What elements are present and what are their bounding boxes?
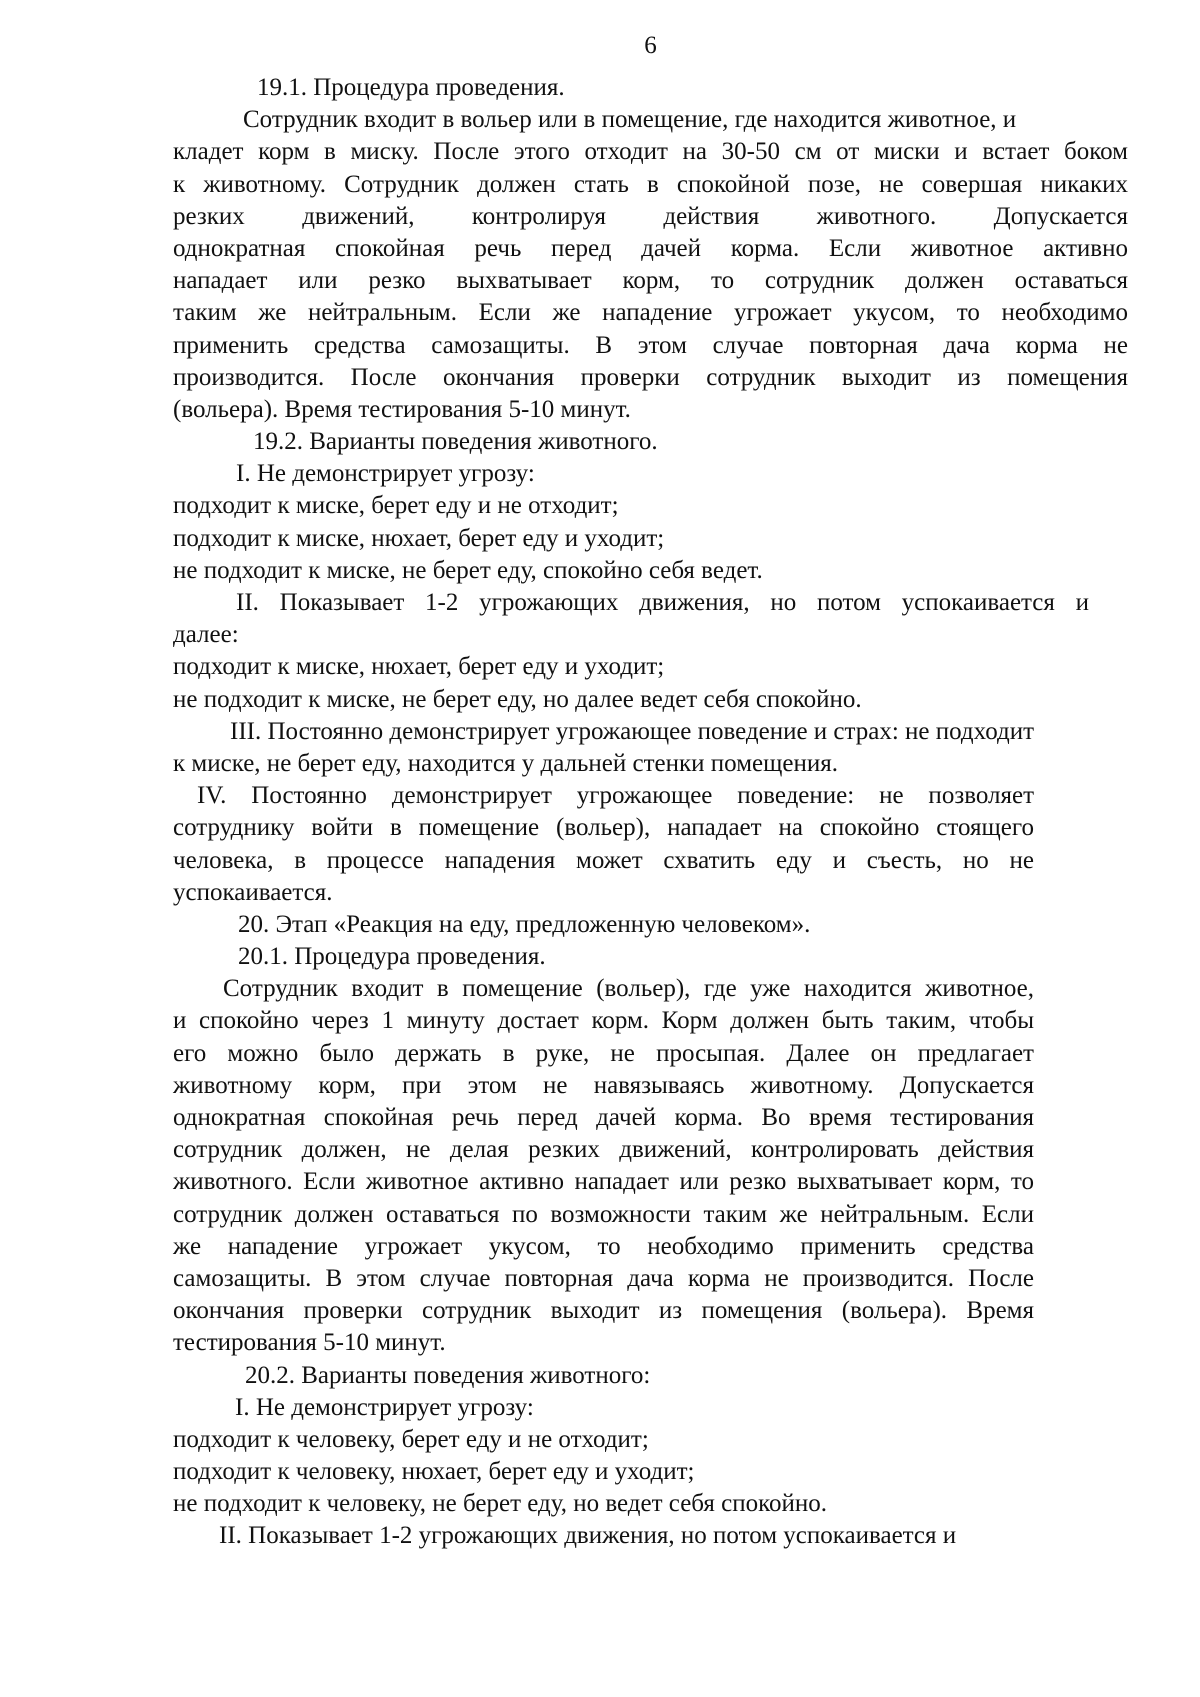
paragraph-line: кладет корм в миску. После этого отходит на 30-50 см от миски и встает боком [173, 138, 1128, 166]
paragraph-line: производится. После окончания проверки сотрудник выходит из помещения [173, 363, 1128, 391]
list-item: подходит к миске, берет еду и не отходит; [173, 492, 619, 520]
list-item: подходит к человеку, берет еду и не отходит; [173, 1425, 649, 1453]
paragraph-line: Сотрудник входит в помещение (вольер), где уже находится животное, [223, 975, 1034, 1003]
list-item: не подходит к человеку, не берет еду, но ведет себя спокойно. [173, 1490, 828, 1518]
paragraph-line: окончания проверки сотрудник выходит из помещения (вольера). Время [173, 1297, 1034, 1325]
paragraph-line: успокаивается. [173, 878, 333, 906]
list-item: не подходит к миске, не берет еду, но далее ведет себя спокойно. [173, 685, 862, 713]
list-item: подходит к человеку, нюхает, берет еду и уходит; [173, 1458, 695, 1486]
paragraph-line: (вольера). Время тестирования 5-10 минут. [173, 395, 631, 423]
paragraph-line: применить средства самозащиты. В этом случае повторная дача корма не [173, 331, 1128, 359]
list-heading: II. Показывает 1-2 угрожающих движения, но потом успокаивается и [236, 589, 1089, 616]
list-item: подходит к миске, нюхает, берет еду и уходит; [173, 653, 665, 681]
paragraph-line: таким же нейтральным. Если же нападение угрожает укусом, то необходимо [173, 299, 1128, 327]
paragraph-line: сотрудник должен оставаться по возможности таким же нейтральным. Если [173, 1200, 1034, 1228]
paragraph-line: сотруднику войти в помещение (вольер), нападает на спокойно стоящего [173, 814, 1034, 842]
paragraph-line: самозащиты. В этом случае повторная дача корма не производится. После [173, 1264, 1034, 1292]
list-heading: далее: [173, 621, 239, 649]
list-heading: I. Не демонстрирует угрозу: [235, 1393, 534, 1421]
list-heading: III. Постоянно демонстрирует угрожающее поведение и страх: не подходит [230, 717, 1035, 745]
section-heading: 20.1. Процедура проведения. [238, 943, 546, 971]
paragraph-line: Сотрудник входит в вольер или в помещение, где находится животное, и [243, 106, 1017, 134]
section-heading: 20. Этап «Реакция на еду, предложенную человеком». [238, 910, 811, 938]
paragraph-line: животного. Если животное активно нападает или резко выхватывает корм, то [173, 1168, 1034, 1196]
paragraph-line: к животному. Сотрудник должен стать в спокойной позе, не совершая никаких [173, 170, 1128, 198]
section-heading: 19.2. Варианты поведения животного. [253, 428, 658, 456]
paragraph-line: сотрудник должен, не делая резких движений, контролировать действия [173, 1136, 1034, 1164]
section-heading: 19.1. Процедура проведения. [257, 74, 565, 101]
section-heading: 20.2. Варианты поведения животного: [245, 1361, 651, 1389]
paragraph-line: однократная спокойная речь перед дачей корма. Во время тестирования [173, 1104, 1034, 1131]
list-heading: I. Не демонстрирует угрозу: [236, 460, 535, 488]
paragraph-line: однократная спокойная речь перед дачей корма. Если животное активно [173, 234, 1128, 262]
list-item: к миске, не берет еду, находится у дальней стенки помещения. [173, 749, 838, 777]
document-page [173, 30, 1128, 1553]
list-heading: II. Показывает 1-2 угрожающих движения, но потом успокаивается и [219, 1522, 957, 1550]
list-item: подходит к миске, нюхает, берет еду и уходит; [173, 524, 665, 552]
paragraph-line: его можно было держать в руке, не просыпая. Далее он предлагает [173, 1039, 1034, 1067]
list-item: не подходит к миске, не берет еду, спокойно себя ведет. [173, 556, 763, 584]
page-number: 6 [644, 32, 657, 59]
paragraph-line: тестирования 5-10 минут. [173, 1329, 446, 1357]
paragraph-line: нападает или резко выхватывает корм, то сотрудник должен оставаться [173, 267, 1128, 295]
paragraph-line: и спокойно через 1 минуту достает корм. Корм должен быть таким, чтобы [173, 1007, 1034, 1035]
paragraph-line: резких движений, контролируя действия животного. Допускается [173, 202, 1128, 230]
list-heading: IV. Постоянно демонстрирует угрожающее поведение: не позволяет [197, 782, 1034, 810]
paragraph-line: животному корм, при этом не навязываясь животному. Допускается [173, 1071, 1034, 1099]
paragraph-line: же нападение угрожает укусом, то необходимо применить средства [173, 1232, 1034, 1260]
paragraph-line: человека, в процессе нападения может схватить еду и съесть, но не [173, 846, 1034, 874]
